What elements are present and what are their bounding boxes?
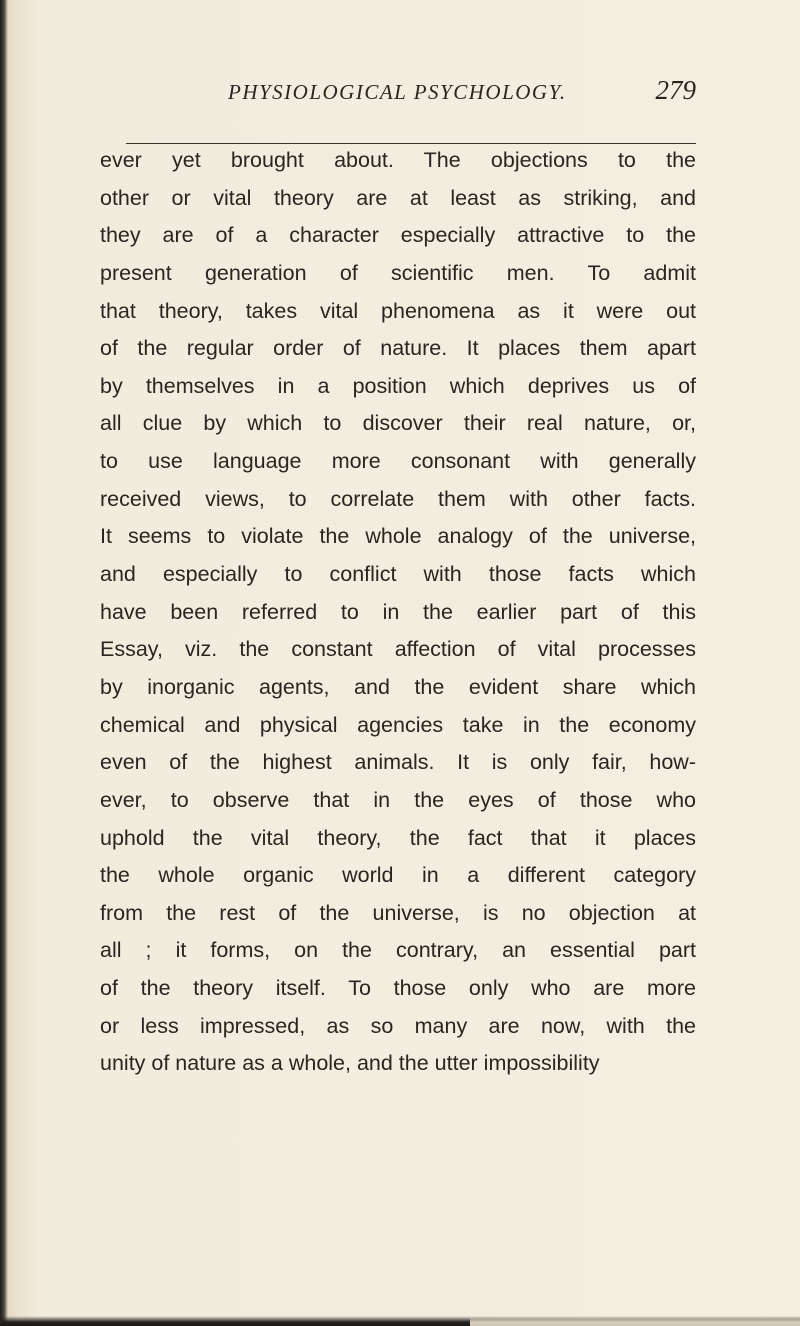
text-line: have been referred to in the earlier part of this xyxy=(100,599,696,624)
text-line: the whole organic world in a different category xyxy=(100,863,696,888)
text-line: present generation of scientific men. To admit xyxy=(100,260,696,285)
body-text xyxy=(100,142,696,1083)
text-line: they are of a character especially attractive to the xyxy=(100,223,696,248)
binding-gutter xyxy=(0,0,8,1326)
text-line: unity of nature as a whole, and the utter impossibility xyxy=(100,1051,600,1076)
text-line: of the theory itself. To those only who are more xyxy=(100,976,696,1001)
text-line: by inorganic agents, and the evident share which xyxy=(100,674,696,699)
text-line: ever yet brought about. The objections to the xyxy=(100,148,696,172)
text-line: all clue by which to discover their real nature, or, xyxy=(100,411,696,436)
text-line: chemical and physical agencies take in the economy xyxy=(100,712,696,737)
page-bottom-edge-right xyxy=(470,1316,800,1326)
text-line: or less impressed, as so many are now, with the xyxy=(100,1013,696,1038)
text-line: by themselves in a position which deprives us of xyxy=(100,373,696,398)
text-line: of the regular order of nature. It places them apart xyxy=(100,336,696,361)
text-line: even of the highest animals. It is only fair, how- xyxy=(100,750,696,775)
text-line: that theory, takes vital phenomena as it were out xyxy=(100,298,696,323)
page-number: 279 xyxy=(655,75,696,105)
text-line: all ; it forms, on the contrary, an essential part xyxy=(100,938,696,963)
text-line: to use language more consonant with generally xyxy=(100,449,696,474)
text-line: uphold the vital theory, the fact that it places xyxy=(100,825,696,850)
text-line: It seems to violate the whole analogy of the universe, xyxy=(100,524,696,549)
text-line: ever, to observe that in the eyes of those who xyxy=(100,787,696,812)
text-line: received views, to correlate them with other facts. xyxy=(100,486,696,511)
page-header xyxy=(100,74,696,114)
text-line: other or vital theory are at least as striking, and xyxy=(100,185,696,210)
running-head: PHYSIOLOGICAL PSYCHOLOGY. xyxy=(228,80,567,104)
text-line: and especially to conflict with those facts which xyxy=(100,562,696,587)
text-line: from the rest of the universe, is no objection at xyxy=(100,900,696,925)
text-line: Essay, viz. the constant affection of vital processes xyxy=(100,637,696,662)
